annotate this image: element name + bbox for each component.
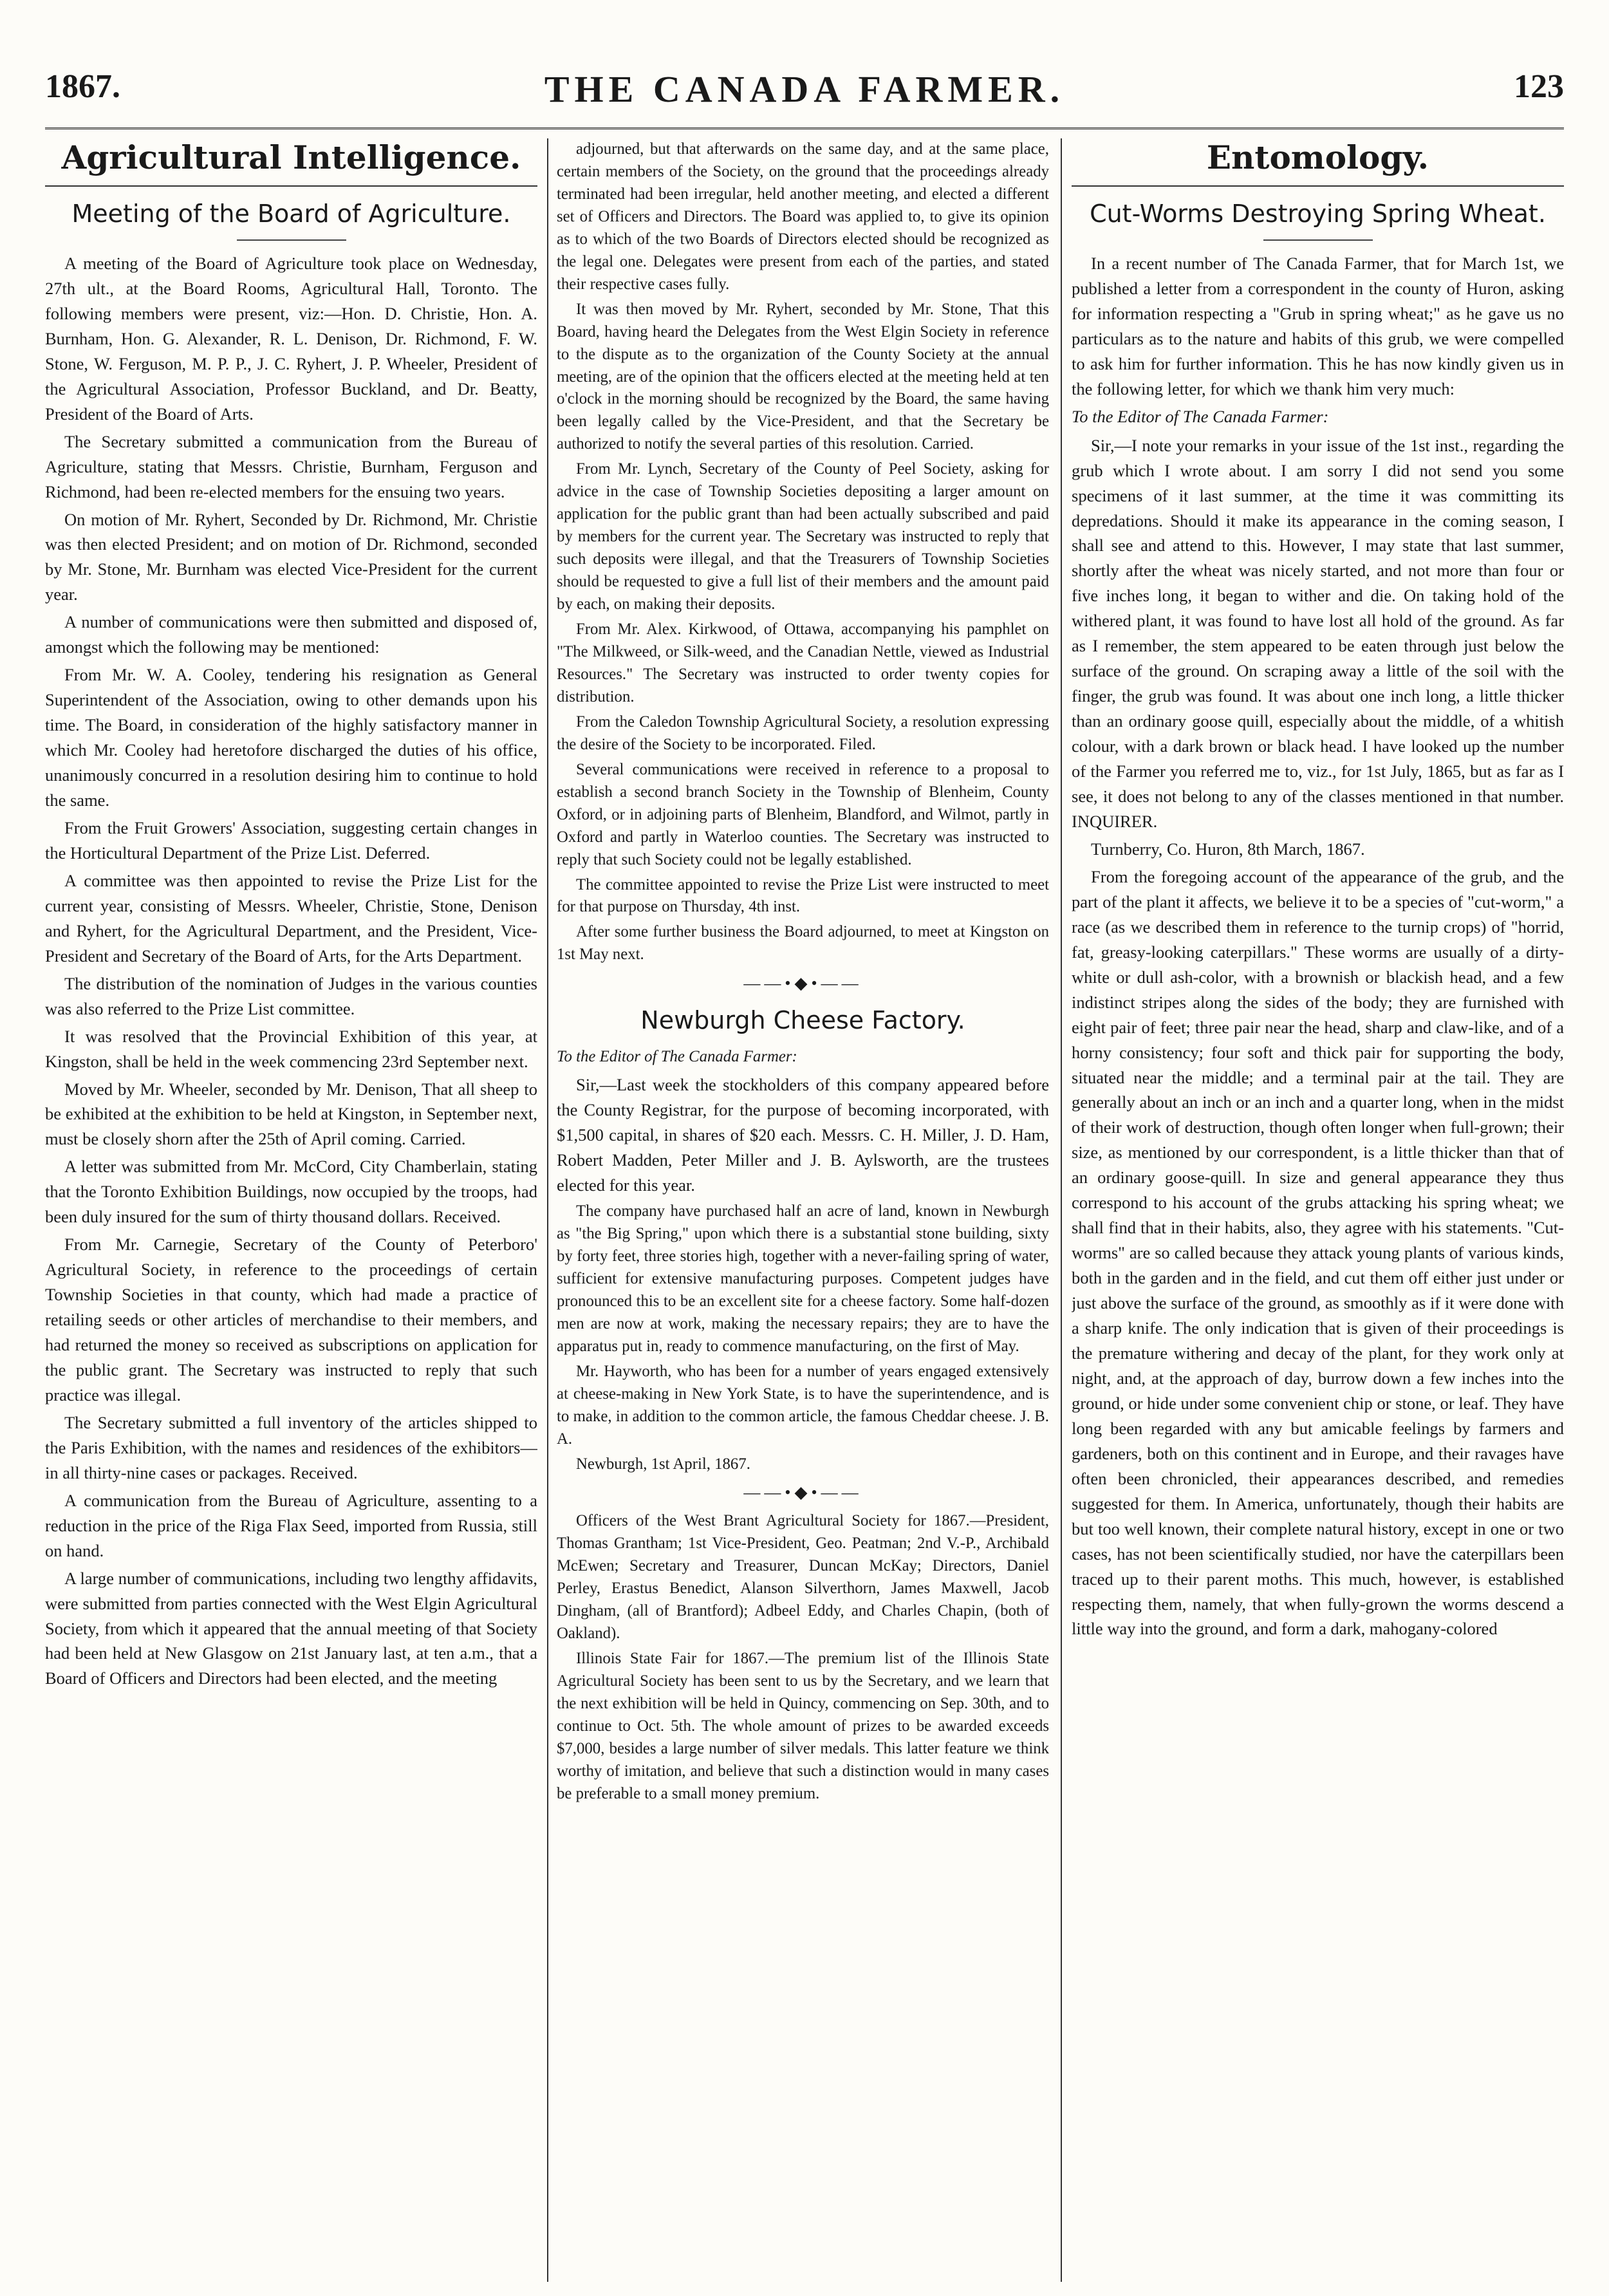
section-ornament: ——•◆•—— [743,974,862,993]
news-item: Illinois State Fair for 1867.—The premium list of the Illinois State Agricultural Society has been sent to us by the Secretary, and we learn that the next exhibition will be held in Quincy, commencing on Sep. 30th, and to continue to Oct. 5th. The whole amount of prizes to be awarded exceeds $7,000, besides a large number of silver medals. This latter feature we think worthy of imitation, and believe that such a distinction would in many cases be preferable to a small money premium. [557,1650,1049,1802]
article-paragraph: Several communications were received in reference to a proposal to establish a second branch Society in the Township of Blenheim, County Oxford, or in adjoining parts of Blenheim, Blandford, and Wilmot, partly in Oxford and partly in Waterloo counties. The Secretary was instructed to reply that such Society could not be legally established. [557,760,1049,868]
dateline: Newburgh, 1st April, 1867. [576,1455,750,1473]
column-2 [557,138,1049,2282]
column-3 [1072,138,1564,2282]
headline-rule [237,239,346,241]
article-paragraph: The company have purchased half an acre of land, known in Newburgh as "the Big Spring," upon which there is a substantial stone building, sixty by forty feet, three stories high, together with a never-failing spring of water, sufficient for extensive manufacturing purposes. Competent judges have pronounced this to be an excellent site for a cheese factory. Some half-dozen men are now at work, making the necessary repairs; they are to have the apparatus put in, ready to commence manufacturing, on the first of May. [557,1202,1049,1355]
article-paragraph: The Secretary submitted a communication from the Bureau of Agriculture, stating that Messrs. Christie, Burnham, Ferguson and Richmond, had been re-elected members for the ensuing two years. [45,431,537,501]
section-ornament: ——•◆•—— [743,1483,862,1502]
article-paragraph: From Mr. Alex. Kirkwood, of Ottawa, accompanying his pamphlet on "The Milkweed, or Silk-weed, and the Canadian Nettle, viewed as Industrial Resources." The Secretary was instructed to order twenty copies for distribution. [557,621,1049,705]
issue-year: 1867. [45,68,120,105]
article-paragraph: From Mr. W. A. Cooley, tendering his resignation as General Superintendent of the Association, owing to other demands upon his time. The Board, in consideration of the highly satisfactory manner in which Mr. Cooley had heretofore discharged the duties of his office, unanimously concurred in a resolution desiring him to continue to hold the same. [45,665,537,810]
article-paragraph: On motion of Mr. Ryhert, Seconded by Dr. Richmond, Mr. Christie was then elected President; and on motion of Dr. Richmond, seconded by Mr. Stone, Mr. Burnham was elected Vice-President for the current year. [45,509,537,604]
headline-rule [1263,239,1373,241]
column-1 [45,138,537,2282]
article-paragraph: From Mr. Lynch, Secretary of the County of Peel Society, asking for advice in the case of Township Societies depositing a larger amount on application for the public grant than had been actually subscribed and paid by members for the current year. The Secretary was instructed to reply that such deposits were illegal, and that the Treasurers of Township Societies should be requested to give a full list of their members and the amount paid by each, on making their deposits. [557,460,1049,613]
article-paragraph: From the Fruit Growers' Association, suggesting certain changes in the Horticultural Department of the Prize List. Deferred. [45,817,537,863]
letter-salutation: To the Editor of The Canada Farmer: [1072,406,1329,426]
letter-body: Sir,—I note your remarks in your issue of the 1st inst., regarding the grub which I wrote about. I am sorry I did not send you some specimens of it last summer, at the time it was committing its depredations. Should it make its appearance in the coming season, I shall see and attend to this. However, I may state that last summer, shortly after the wheat was nicely started, and not more than four or five inches long, it began to wither and die. On taking hold of the withered plant, it was found to have lost all hold of the ground. As far as I remember, the stem appeared to be eaten through just below the surface of the ground. On scraping away a little of the soil with the finger, the grub was found. It was about one inch long, a little thicker than an ordinary goose quill, especially about the middle, of a whitish colour, with a dark brown or black head. I have looked up the number of the Farmer you referred me to, viz., for 1st July, 1865, but as far as I see, it does not belong to any of the classes mentioned in that number. INQUIRER. [1072,435,1564,831]
article-paragraph: The distribution of the nomination of Judges in the various counties was also referred to the Prize List committee. [45,973,537,1018]
news-item: Officers of the West Brant Agricultural Society for 1867.—President, Thomas Grantham; 1st Vice-President, Geo. Peatman; 2nd V.-P., Archibald McEwen; Secretary and Treasurer, Duncan McKay; Directors, Daniel Perley, Erastus Benedict, Alanson Silverthorn, James Maxwell, Jacob Dingham, (all of Brantford); Adbeel Eddy, and Charles Chapin, (both of Oakland). [557,1512,1049,1643]
article-paragraph: A number of communications were then submitted and disposed of, amongst which the following may be mentioned: [45,612,537,657]
article-paragraph: It was then moved by Mr. Ryhert, seconded by Mr. Stone, That this Board, having heard the Delegates from the West Elgin Society in reference to the dispute as to the organization of the County Society at the annual meeting, are of the opinion that the officers elected at the meeting held at ten o'clock in the morning should be recognized by the Board, the same having been legally called by the Vice-President, and that the Secretary be authorized to notify the several parties of this resolution. Carried. [557,300,1049,453]
article-paragraph: A letter was submitted from Mr. McCord, City Chamberlain, stating that the Toronto Exhibition Buildings, now occupied by the troops, had been duly insured for the sum of thirty thousand dollars. Received. [45,1157,537,1227]
article-headline: Newburgh Cheese Factory. [640,1006,965,1035]
article-paragraph: The Secretary submitted a full inventory of the articles shipped to the Paris Exhibition, with the names and residences of the exhibitors—in all thirty-nine cases or packages. Received. [45,1412,537,1482]
newspaper-title: THE CANADA FARMER. [544,68,1065,110]
article-paragraph: From the Caledon Township Agricultural Society, a resolution expressing the desire of the Society to be incorporated. Filed. [557,713,1049,753]
dateline: Turnberry, Co. Huron, 8th March, 1867. [1091,839,1365,859]
article-paragraph: Mr. Hayworth, who has been for a number of years engaged extensively at cheese-making in New York State, is to have the superintendence, and is to make, in addition to the common article, the famous Cheddar cheese. J. B. A. [557,1362,1049,1448]
article-paragraph: Moved by Mr. Wheeler, seconded by Mr. Denison, That all sheep to be exhibited at the exhibition to be held at Kingston, in September next, must be closely shorn after the 25th of April coming. Carried. [45,1079,537,1149]
department-heading: Agricultural Intelligence. [45,138,537,187]
letter-salutation: To the Editor of The Canada Farmer: [557,1048,797,1066]
masthead [45,68,1564,126]
article-paragraph: A communication from the Bureau of Agriculture, assenting to a reduction in the price of the Riga Flax Seed, imported from Russia, still on hand. [45,1490,537,1560]
article-headline: Cut-Worms Destroying Spring Wheat. [1090,200,1546,228]
article-paragraph: From the foregoing account of the appearance of the grub, and the part of the plant it affects, we believe it to be a species of "cut-worm," a race (as we described them in reference to the turnip crops) of "horrid, fat, greasy-looking caterpillars." These worms are usually of a dirty-white or dull ash-color, with a brownish or blackish head, and a few indistinct stripes along the sides of the body; they are furnished with eight pair of feet; three pair near the head, sharp and claw-like, and of a horny consistency; four soft and thick pair for supporting the body, situated near the middle; and a terminal pair at the tail. They are generally about an inch or an inch and a quarter long, when in the midst of their work of destruction, though often longer when full-grown; their size, as mentioned by our correspondent, is a little thicker than that of an ordinary goose-quill. In size and general appearance they thus correspond to his account of the grubs attacking his spring wheat; we shall find that in their habits, also, they agree with his statements. "Cut-worms" are so called because they attack young plants of various kinds, both in the garden and in the field, and cut them off either just under or just above the surface of the ground, as smoothly as if it were done with a sharp knife. The only indication that is given of their proceedings is the premature withering and decay of the plant, for they work only at night, and, at the approach of day, burrow down a few inches into the ground, or hide under some convenient chip or stone, or leaf. They have long been regarded with any but amicable feelings by farmers and gardeners, both on this continent and in Europe, and their ravages have often been chronicled, their appearances described, and remedies suggested for them. In America, unfortunately, though their habits are but too well known, their complete natural history, except in one or two cases, has not been scientifically studied, nor have the caterpillars been traced up to their parent moths. This much, however, is established respecting them, namely, that when fully-grown the worms descend a little way into the ground, and form a dark, mahogany-colored [1072,866,1564,1639]
column-divider [1061,138,1062,2282]
column-divider [547,138,548,2282]
masthead-rule [45,127,1564,129]
article-paragraph: After some further business the Board adjourned, to meet at Kingston on 1st May next. [557,923,1049,964]
article-paragraph: The committee appointed to revise the Prize List were instructed to meet for that purpose on Thursday, 4th inst. [557,875,1049,916]
page-number: 123 [1514,68,1564,105]
department-heading: Entomology. [1072,138,1564,187]
article-headline: Meeting of the Board of Agriculture. [71,200,511,228]
article-paragraph: In a recent number of The Canada Farmer, that for March 1st, we published a letter from a correspondent in the county of Huron, asking for information respecting a "Grub in spring wheat;" as he gave us no particulars as to the nature and habits of this grub, we were compelled to ask him for further information. This he has now kindly given us in the following letter, for which we thank him very much: [1072,254,1564,398]
article-paragraph: Sir,—Last week the stockholders of this company appeared before the County Registrar, for the purpose of becoming incorporated, with $1,500 capital, in shares of $20 each. Messrs. C. H. Miller, J. D. Ham, Robert Madden, Peter Miller and J. B. Aylsworth, are the trustees elected for this year. [557,1075,1049,1195]
article-paragraph: From Mr. Carnegie, Secretary of the County of Peterboro' Agricultural Society, in reference to the proceedings of certain Township Societies in that county, which had made a practice of retailing seeds or other articles of merchandise to their members, and had returned the money so received as subscriptions on application for the public grant. The Secretary was instructed to reply that such practice was illegal. [45,1235,537,1405]
article-paragraph: It was resolved that the Provincial Exhibition of this year, at Kingston, shall be held in the week commencing 23rd September next. [45,1026,537,1071]
article-paragraph: A meeting of the Board of Agriculture took place on Wednesday, 27th ult., at the Board Rooms, Agricultural Hall, Toronto. The following members were present, viz:—Hon. D. Christie, Hon. A. Burnham, Hon. G. Alexander, R. L. Denison, Dr. Richmond, F. W. Stone, W. Ferguson, M. P. P., J. C. Ryhert, J. P. Wheeler, President of the Agricultural Association, Professor Buckland, and Dr. Beatty, President of the Board of Arts. [45,254,537,424]
article-paragraph: A large number of communications, including two lengthy affidavits, were submitted from parties connected with the West Elgin Agricultural Society, from which it appeared that the annual meeting of that Society had been held at New Glasgow on 21st January last, at ten a.m., that a Board of Officers and Directors had been elected, and the meeting [45,1568,537,1688]
article-paragraph: A committee was then appointed to revise the Prize List for the current year, consisting of Messrs. Wheeler, Christie, Stone, Denison and Ryhert, for the Agricultural Department, and the President, Vice-President and Secretary of the Board of Arts, for the Arts Department. [45,870,537,966]
article-paragraph: adjourned, but that afterwards on the same day, and at the same place, certain members of the Society, on the ground that the proceedings already terminated had been irregular, held another meeting, and elected a different set of Officers and Directors. The Board was applied to, to give its opinion as to which of the two Boards of Directors elected should be recognized as the legal one. Delegates were present from each of the parties, and stated their respective cases fully. [557,140,1049,293]
